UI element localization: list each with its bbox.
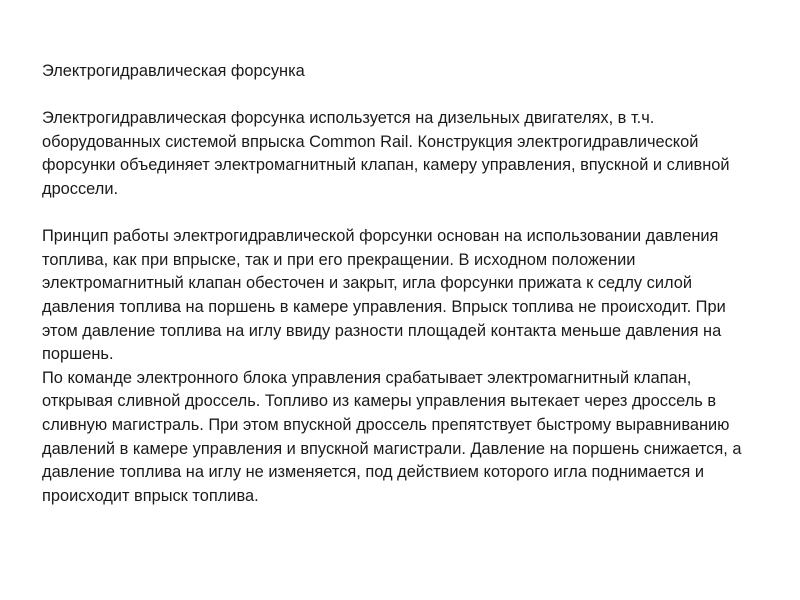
paragraph-principle: Принцип работы электрогидравлической форсунки основан на использовании давления топлива, как при впрыске, так и при его прекращении. В исходном положении электромагнитный клапан обесточен и закрыт, игла форсунки прижата к седлу силой давления топлива на поршень в камере управления. Впрыск топлива не происходит. При этом давление топлива на иглу ввиду разности площадей контакта меньше давления на поршень. — [42, 227, 726, 364]
paragraph-spacer — [42, 202, 760, 226]
paragraph-intro: Электрогидравлическая форсунка используется на дизельных двигателях, в т.ч. оборудованных системой впрыска Common Rail. Конструкция электрогидравлической форсунки объединяет электромагнитный клапан, камеру управления, впускной и сливной дроссели. — [42, 109, 730, 198]
paragraph-operation: По команде электронного блока управления срабатывает электромагнитный клапан, открывая сливной дроссель. Топливо из камеры управления вытекает через дроссель в сливную магистраль. При этом впускной дроссель препятствует быстрому выравниванию давлений в камере управления и впускной магистрали. Давление на поршень снижается, а давление топлива на иглу не изменяется, под действием которого игла поднимается и происходит впрыск топлива. — [42, 368, 742, 505]
slide-content — [42, 60, 760, 508]
document-title: Электрогидравлическая форсунка — [42, 62, 305, 80]
